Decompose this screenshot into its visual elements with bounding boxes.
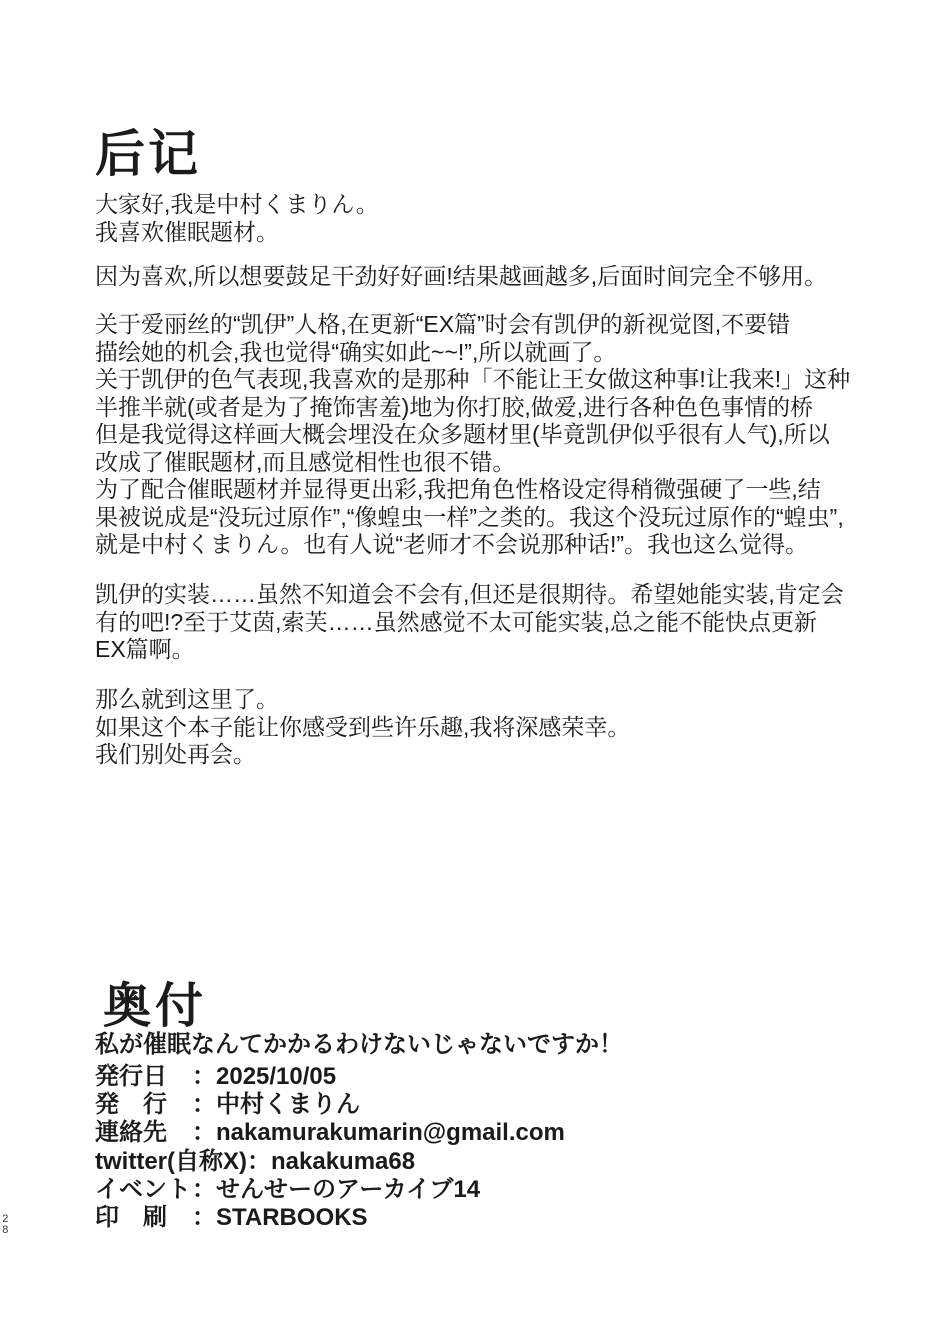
colophon-value-email: nakamurakumarin@gmail.com [216, 1119, 565, 1147]
colophon-label: イベント [95, 1175, 191, 1203]
text-line: 如果这个本子能让你感受到些许乐趣,我将深感荣幸。 [95, 713, 631, 740]
text-line: 描绘她的机会,我也觉得“确实如此~~!”,所以就画了。 [95, 338, 617, 365]
colophon-colon: ： [192, 1175, 216, 1203]
text-line: 那么就到这里了。 [95, 686, 279, 712]
colophon-title: 奥付 [103, 979, 208, 1033]
afterword-paragraph-closing [95, 686, 630, 769]
text-line: 果被说成是“没玩过原作”,“像蝗虫一样”之类的。我这个没玩过原作的“蝗虫”, [95, 503, 844, 530]
colophon-label: 印 刷 [95, 1204, 167, 1232]
colophon-label: twitter(自称X) [95, 1147, 247, 1175]
colophon-row-twitter [95, 1148, 565, 1176]
afterword-paragraph-main [95, 311, 850, 559]
text-line: 凯伊的实装……虽然不知道会不会有,但还是很期待。希望她能实装,肯定会 [95, 581, 844, 607]
colophon-row-contact [95, 1119, 565, 1147]
colophon-row-event [95, 1176, 565, 1204]
text-line: EX篇啊。 [95, 636, 195, 662]
afterword-title: 后记 [95, 125, 201, 182]
colophon-value: せんせーのアーカイブ14 [216, 1175, 481, 1203]
page-number: 28 [2, 1214, 9, 1237]
text-line: 但是我觉得这样画大概会埋没在众多题材里(毕竟凯伊似乎很有人气),所以 [95, 421, 830, 447]
afterword-paragraph-greeting [95, 191, 379, 246]
colophon-value: 2025/10/05 [216, 1063, 337, 1090]
text-line: 关于爱丽丝的“凯伊”人格,在更新“EX篇”时会有凯伊的新视觉图,不要错 [95, 311, 791, 337]
colophon-label: 発行日 [95, 1063, 167, 1090]
colophon-row-printer [95, 1204, 565, 1232]
colophon-colon: ： [247, 1147, 271, 1175]
text-line: 就是中村くまりん。也有人说“老师才不会说那种话!”。我也这么觉得。 [95, 531, 809, 557]
colophon-colon: ： [192, 1204, 216, 1232]
text-line: 关于凯伊的色气表现,我喜欢的是那种「不能让王女做这种事!让我来!」这种 [95, 366, 851, 392]
colophon-colon: ： [192, 1119, 216, 1147]
text-line: 我们别处再会。 [95, 741, 256, 767]
afterword-paragraph-intro [95, 263, 827, 291]
colophon-row-publish-date [95, 1063, 565, 1091]
colophon-rows [95, 1063, 565, 1232]
colophon-value: 中村くまりん [216, 1091, 360, 1119]
colophon-row-publisher [95, 1091, 565, 1119]
text-line: 有的吧!?至于艾茵,索芙……虽然感觉不太可能实装,总之能不能快点更新 [95, 608, 817, 635]
colophon-value: STARBOOKS [216, 1204, 368, 1232]
book-title: 私が催眠なんてかかるわけないじゃないですか！ [95, 1031, 623, 1058]
text-line: 半推半就(或者是为了掩饰害羞)地为你打胶,做爱,进行各种色色事情的桥 [95, 393, 814, 420]
text-line: 大家好,我是中村くまりん。 [95, 191, 379, 217]
colophon-label: 連絡先 [95, 1119, 167, 1147]
text-line: 我喜欢催眠题材。 [95, 218, 279, 245]
colophon-value-twitter: nakakuma68 [271, 1147, 416, 1175]
text-line: 因为喜欢,所以想要鼓足干劲好好画!结果越画越多,后面时间完全不够用。 [95, 263, 828, 289]
colophon-label: 発 行 [95, 1091, 167, 1119]
text-line: 改成了催眠题材,而且感觉相性也很不错。 [95, 448, 516, 475]
afterword-paragraph-implementation [95, 581, 844, 664]
text-line: 为了配合催眠题材并显得更出彩,我把角色性格设定得稍微强硬了一些,结 [95, 476, 821, 502]
colophon-colon: ： [192, 1091, 216, 1119]
colophon-colon: ： [192, 1063, 216, 1090]
